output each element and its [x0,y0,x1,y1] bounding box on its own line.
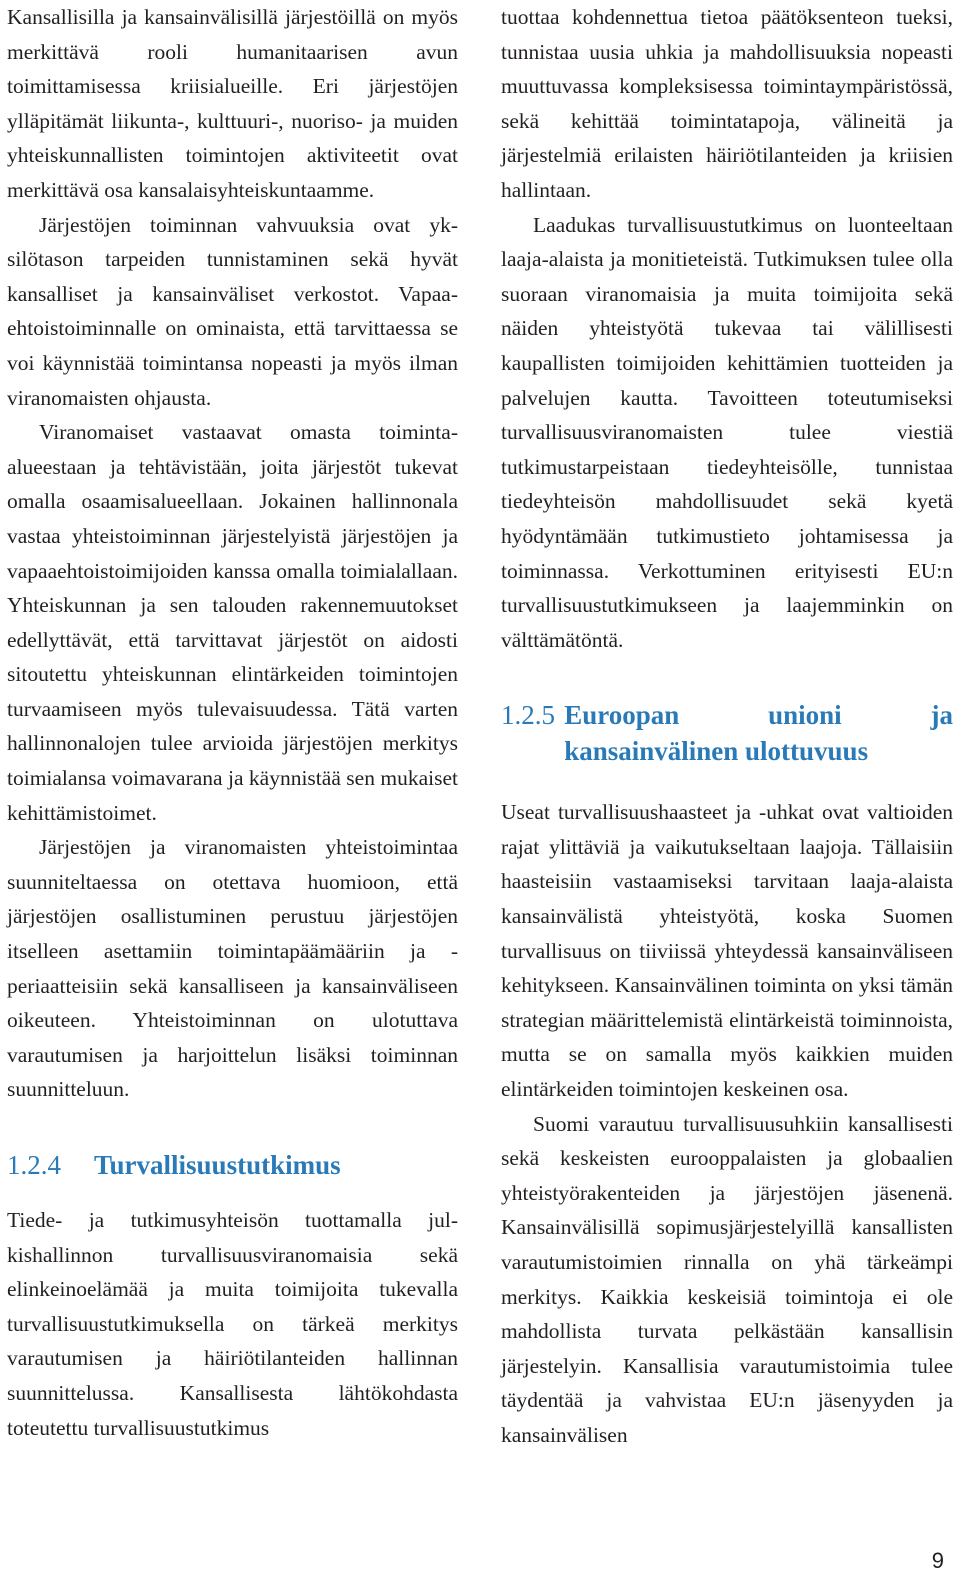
section-title: Euroopan unioni ja kansainvälinen ulottuvuus [564,700,953,767]
right-column [501,0,953,1453]
section-number: 1.2.4 [7,1150,61,1180]
paragraph: Järjestöjen toiminnan vahvuuksia ovat yksilötason tarpeiden tunnistaminen sekä hyvät kansalliset ja kansainväliset verkostot. Vapaaehtoistoiminnalle on ominaista, että tarvittaessa se voi käynnistää toimintansa nopeasti ja myös ilman viranomaisten ohjausta. [7,212,458,410]
paragraph: Useat turvallisuushaasteet ja -uhkat ovat valtioiden rajat ylittäviä ja vaikutukseltaan laajoja. Tällaisiin haasteisiin vastaamiseksi tarvitaan laaja-alaista kansainvälistä yhteistyötä, koska Suomen turvallisuus on tiiviissä yhteydessä kansainväliseen kehitykseen. Kansainvälinen toiminta on yksi tämän strategian määrittelemistä elintärkeistä toiminnoista, mutta se on samalla myös kaikkien muiden elintärkeiden toimintojen keskeinen osa. [501,800,953,1102]
page-number: 9 [931,1548,944,1573]
paragraph: Suomi varautuu turvallisuusuhkiin kansallisesti sekä keskeisten eurooppalaisten ja globaalien yhteistyörakenteiden ja järjestöjen jäsenenä. Kansainvälisillä sopimusjärjestelyillä kansallisten varautumistoimien rinnalla on yhä tärkeämpi merkitys. Kaikkia keskeisiä toimintoja ei ole mahdollista turvata pelkästään kansallisin järjestelyin. Kansallisia varautumistoimia tulee täydentää ja vahvistaa EU:n jäsenyyden ja kansainvälisen [501,1111,953,1447]
section-heading-turvallisuustutkimus [7,1147,458,1183]
paragraph: Viranomaiset vastaavat omasta toiminta-alueestaan ja tehtävistään, joita järjestöt tukevat omalla osaamisalueellaan. Jokainen hallinnonala vastaa yhteistoiminnan järjestelyistä järjestöjen ja vapaaehtoistoimijoiden kanssa omalla toimialallaan. Yhteiskunnan ja sen talouden rakennemuutokset edellyttävät, että tarvittavat järjestöt on aidosti sitoutettu yhteiskunnan elintärkeiden toimintojen turvaamiseen myös tulevaisuudessa. Tätä varten hallinnonalojen tulee arvioida järjestöjen merkitys toimialansa voimavarana ja käynnistää sen mukaiset kehittämistoimet. [7,420,458,825]
left-column [7,0,458,1445]
paragraph: tuottaa kohdennettua tietoa päätöksenteon tueksi, tunnistaa uusia uhkia ja mahdollisuuksia nopeasti muuttuvassa kompleksisessa toimintaympäristössä, sekä kehittää toimintatapoja, välineitä ja järjestelmiä erilaisten häiriötilanteiden ja kriisien hallintaan. [501,5,953,202]
paragraph: Kansallisilla ja kansainvälisillä järjestöillä on myös merkittävä rooli humanitaarisen avun toimittamisessa kriisialueille. Eri järjestöjen ylläpitämät liikunta-, kulttuuri-, nuoriso- ja muiden yhteiskunnallisten toimintojen aktiviteetit ovat merkittävä osa kansalaisyhteiskuntaamme. [7,5,458,202]
paragraph: Laadukas turvallisuustutkimus on luonteeltaan laaja-alaista ja monitieteistä. Tutkimuksen tulee olla suoraan viranomaisia ja muita toimijoita sekä näiden yhteistyötä tukevaa tai välillisesti kaupallisten toimijoiden kehittämien tuotteiden ja palvelujen kautta. Tavoitteen toteutumiseksi turvallisuusviranomaisten tulee viestiä tutkimustarpeistaan tiedeyhteisölle, tunnistaa tiedeyhteisön mahdollisuudet sekä kyetä hyödyntämään tutkimustieto johtamisessa ja toiminnassa. Verkottuminen erityisesti EU:n turvallisuustutkimukseen ja laajemminkin on välttämätöntä. [501,212,953,652]
section-heading-euroopan-unioni [501,697,953,769]
section-title: Turvallisuustutkimus [94,1150,341,1180]
section-number: 1.2.5 [501,700,555,731]
paragraph: Järjestöjen ja viranomaisten yhteistoimintaa suunniteltaessa on otettava huomioon, että järjestöjen osallistuminen perustuu järjestöjen itselleen asettamiin toimintapäämääriin ja -periaatteisiin sekä kansalliseen ja kansainväliseen oikeuteen. Yhteistoiminnan on ulotuttava varautumisen ja harjoittelun lisäksi toiminnan suunnitteluun. [7,835,458,1102]
paragraph: Tiede- ja tutkimusyhteisön tuottamalla julkishallinnon turvallisuusviranomaisia sekä elinkeinoelämää ja muita toimijoita tukevalla turvallisuustutkimuksella on tärkeä merkitys varautumisen ja häiriötilanteiden hallinnan suunnittelussa. Kansallisesta lähtökohdasta toteutettu turvallisuustutkimus [7,1208,458,1440]
